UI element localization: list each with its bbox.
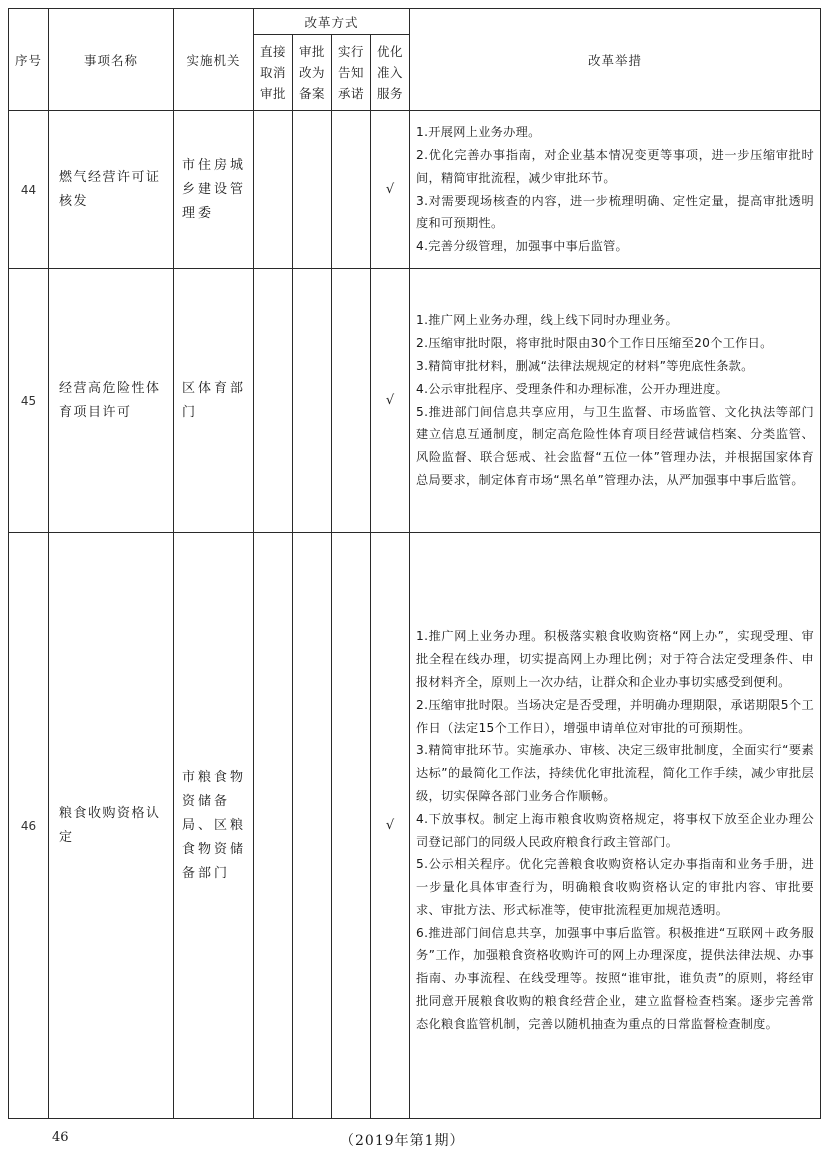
row-measures: [410, 111, 821, 269]
measure-item: 4.公示审批程序、受理条件和办理标准，公开办理进度。: [416, 381, 728, 396]
measure-item: 6.推进部门间信息共享，加强事中事后监管。积极推进“互联网＋政务服务”工作，加强粮食资格收购许可的网上办理深度，提供法律法规、办事指南、办事流程、在线受理等。按照“谁审批，谁负责”的原则，将经审批同意开展粮食收购的粮食经营企业，建立监督检查档案。逐步完善常态化粮食监管机制，完善以随机抽查为重点的日常监督检查制度。: [416, 925, 815, 1031]
row-agency: 市住房城乡建设管理委: [174, 111, 254, 269]
measure-item: 2.压缩审批时限。当场决定是否受理，并明确办理期限，承诺期限5个工作日（法定15个工作日），增强申请单位对审批的可预期性。: [416, 697, 815, 735]
row-item-name: 经营高危险性体育项目许可: [49, 269, 174, 533]
row-item-name: 燃气经营许可证核发: [49, 111, 174, 269]
row-measures: [410, 533, 821, 1119]
row-mark-cancel: [254, 269, 293, 533]
header-reform-mode: 改革方式: [254, 9, 410, 35]
measure-item: 2.优化完善办事指南，对企业基本情况变更等事项，进一步压缩审批时间，精简审批流程，减少审批环节。: [416, 147, 815, 185]
page-number: 46: [52, 1130, 69, 1145]
row-seq: 45: [9, 269, 49, 533]
row-agency: 区体育部门: [174, 269, 254, 533]
row-mark-filing: [293, 533, 332, 1119]
row-mark-filing: [293, 111, 332, 269]
measure-item: 3.对需要现场核查的内容，进一步梳理明确、定性定量，提高审批透明度和可预期性。: [416, 193, 815, 231]
measure-item: 1.推广网上业务办理，线上线下同时办理业务。: [416, 313, 678, 328]
row-mark-commitment: [332, 111, 371, 269]
row-agency: 市粮食物资储备局、区粮食物资储备部门: [174, 533, 254, 1119]
table-row: [9, 111, 821, 269]
measure-item: 1.推广网上业务办理。积极落实粮食收购资格“网上办”，实现受理、审批全程在线办理，切实提高网上办理比例；对于符合法定受理条件、申报材料齐全，原则上一次办结，让群众和企业办事切实感受到便利。: [416, 629, 815, 689]
reform-table: [8, 8, 821, 1119]
issue-label: （2019年第1期）: [340, 1133, 465, 1149]
row-mark-optimize: √: [371, 269, 410, 533]
measure-item: 5.公示相关程序。优化完善粮食收购资格认定办事指南和业务手册，进一步量化具体审查行为，明确粮食收购资格认定的审批内容、审批要求、审批方法、形式标准等，使审批流程更加规范透明。: [416, 857, 815, 917]
header-mode-filing: 审批改为备案: [293, 35, 332, 111]
row-item-name: 粮食收购资格认定: [49, 533, 174, 1119]
header-mode-optimize: 优化准入服务: [371, 35, 410, 111]
header-item-name: 事项名称: [49, 9, 174, 111]
row-mark-cancel: [254, 111, 293, 269]
row-mark-commitment: [332, 533, 371, 1119]
row-mark-optimize: √: [371, 533, 410, 1119]
row-mark-cancel: [254, 533, 293, 1119]
measure-item: 1.开展网上业务办理。: [416, 125, 541, 140]
row-seq: 44: [9, 111, 49, 269]
row-measures: [410, 269, 821, 533]
header-seq: 序号: [9, 9, 49, 111]
measure-item: 2.压缩审批时限，将审批时限由30个工作日压缩至20个工作日。: [416, 336, 773, 351]
row-mark-optimize: √: [371, 111, 410, 269]
measure-item: 3.精简审批环节。实施承办、审核、决定三级审批制度，全面实行“要素达标”的最简化工作法，持续优化审批流程，简化工作手续，减少审批层级，切实保障各部门业务合作顺畅。: [416, 743, 815, 803]
header-measures: 改革举措: [410, 9, 821, 111]
header-mode-cancel: 直接取消审批: [254, 35, 293, 111]
header-agency: 实施机关: [174, 9, 254, 111]
measure-item: 4.完善分级管理，加强事中事后监管。: [416, 239, 629, 254]
table-row: [9, 269, 821, 533]
measure-item: 5.推进部门间信息共享应用，与卫生监督、市场监管、文化执法等部门建立信息互通制度，制定高危险性体育项目经营诚信档案、分类监管、风险监督、联合惩戒、社会监督“五位一体”管理办法，并根据国家体育总局要求，制定体育市场“黑名单”管理办法，从严加强事中事后监管。: [416, 404, 815, 487]
measure-item: 4.下放事权。制定上海市粮食收购资格规定，将事权下放至企业办理公司登记部门的同级人民政府粮食行政主管部门。: [416, 811, 815, 849]
table-row: [9, 533, 821, 1119]
header-mode-commitment: 实行告知承诺: [332, 35, 371, 111]
row-mark-filing: [293, 269, 332, 533]
measure-item: 3.精简审批材料，删减“法律法规规定的材料”等兜底性条款。: [416, 358, 754, 373]
row-seq: 46: [9, 533, 49, 1119]
row-mark-commitment: [332, 269, 371, 533]
header-row-top: [9, 9, 821, 35]
